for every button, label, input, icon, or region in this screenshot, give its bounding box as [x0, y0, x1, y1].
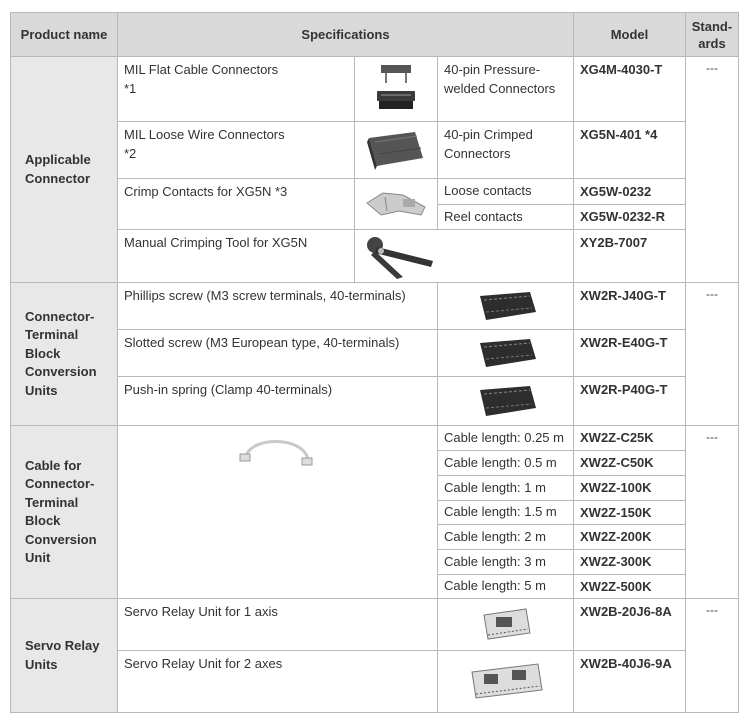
standards-value: ---: [706, 287, 718, 301]
servo-relay-unit-image: [437, 650, 574, 713]
cable-length-text: Cable length: 2 m: [444, 528, 546, 544]
detail-cell: [437, 549, 574, 575]
detail-cell: [437, 500, 574, 525]
model-text: XW2Z-200K: [580, 529, 652, 544]
detail-text: Loose contacts: [444, 183, 532, 199]
spec-text: MIL Loose Wire Connectors *2: [124, 127, 285, 161]
cable-length-text: Cable length: 0.5 m: [444, 454, 557, 470]
cable-length-text: Cable length: 1.5 m: [444, 504, 557, 520]
detail-cell: [437, 178, 574, 205]
spec-text: Servo Relay Unit for 1 axis: [124, 604, 278, 619]
header-specifications: [117, 12, 574, 57]
spec-cell: [117, 598, 438, 651]
header-product-name: [10, 12, 118, 57]
model-text: XW2R-E40G-T: [580, 335, 668, 350]
model-cell: [573, 282, 686, 330]
standards-value: ---: [706, 430, 718, 444]
spec-cell: [117, 329, 438, 377]
detail-cell: [437, 425, 574, 451]
standards-cell: [685, 56, 739, 283]
model-cell: [573, 574, 686, 599]
model-text: XY2B-7007: [580, 235, 648, 250]
model-cell: [573, 204, 686, 230]
terminal-block-image: [437, 282, 574, 330]
model-cell: [573, 56, 686, 122]
model-cell: [573, 450, 686, 476]
crimp-contacts-image: [354, 178, 438, 230]
spec-cell: [117, 121, 355, 179]
standards-value: ---: [706, 603, 718, 617]
detail-cell: [437, 121, 574, 179]
crimping-tool-image: [354, 229, 574, 283]
standards-cell: [685, 425, 739, 599]
terminal-block-image: [437, 329, 574, 377]
model-text: XW2B-40J6-9A: [580, 656, 672, 671]
spec-cell: [117, 650, 438, 713]
cable-length-text: Cable length: 0.25 m: [444, 429, 564, 445]
flat-cable-connector-image: [354, 56, 438, 122]
model-text: XG5N-401 *4: [580, 127, 658, 142]
spec-cell: [117, 282, 438, 330]
model-text: XW2Z-150K: [580, 504, 652, 520]
loose-wire-connector-image: [354, 121, 438, 179]
model-text: XG5W-0232-R: [580, 209, 665, 224]
model-cell: [573, 121, 686, 179]
model-text: XW2Z-C50K: [580, 455, 654, 470]
model-text: XW2R-J40G-T: [580, 288, 666, 303]
model-cell: [573, 329, 686, 377]
spec-cell: [117, 56, 355, 122]
model-text: XW2B-20J6-8A: [580, 604, 672, 619]
cable-length-text: Cable length: 1 m: [444, 479, 546, 495]
category-conversion-units: [10, 282, 118, 426]
cable-length-text: Cable length: 5 m: [444, 578, 546, 594]
model-cell: [573, 376, 686, 426]
spec-cell: [117, 178, 355, 230]
spec-text: Servo Relay Unit for 2 axes: [124, 656, 283, 671]
detail-cell: [437, 450, 574, 476]
standards-value: ---: [706, 61, 718, 75]
header-specifications-label: Specifications: [301, 27, 390, 42]
cable-image: [117, 425, 438, 599]
spec-text: Crimp Contacts for XG5N *3: [124, 184, 288, 199]
standards-cell: [685, 282, 739, 426]
model-cell: [573, 549, 686, 575]
detail-cell: [437, 204, 574, 230]
model-cell: [573, 425, 686, 451]
servo-relay-unit-image: [437, 598, 574, 651]
detail-text: 40-pin Pressure-welded Connectors: [444, 62, 556, 96]
spec-text: MIL Flat Cable Connectors *1: [124, 62, 279, 96]
detail-text: 40-pin Crimped Connectors: [444, 127, 533, 161]
category-label: Servo Relay Units: [25, 638, 100, 672]
header-model: [573, 12, 686, 57]
model-cell: [573, 598, 686, 651]
model-text: XW2Z-500K: [580, 578, 652, 594]
model-cell: [573, 500, 686, 525]
detail-cell: [437, 475, 574, 501]
model-cell: [573, 475, 686, 501]
category-label: Applicable Connector: [25, 152, 91, 186]
header-product-name-label: Product name: [20, 27, 108, 42]
detail-text: Reel contacts: [444, 208, 523, 224]
category-applicable-connector: [10, 56, 118, 283]
detail-cell: [437, 56, 574, 122]
spec-cell: [117, 376, 438, 426]
header-standards: [685, 12, 739, 57]
model-text: XW2R-P40G-T: [580, 382, 668, 397]
terminal-block-image: [437, 376, 574, 426]
category-cable: [10, 425, 118, 599]
detail-cell: [437, 524, 574, 550]
model-text: XG5W-0232: [580, 183, 652, 199]
spec-text: Manual Crimping Tool for XG5N: [124, 235, 308, 250]
detail-cell: [437, 574, 574, 599]
spec-text: Slotted screw (M3 European type, 40-terminals): [124, 335, 400, 350]
cable-length-text: Cable length: 3 m: [444, 553, 546, 569]
model-cell: [573, 650, 686, 713]
header-model-label: Model: [610, 27, 649, 42]
model-text: XW2Z-100K: [580, 480, 652, 495]
header-standards-label: Stand-ards: [691, 18, 733, 51]
model-text: XW2Z-C25K: [580, 430, 654, 445]
standards-cell: [685, 598, 739, 713]
spec-cell: [117, 229, 355, 283]
model-cell: [573, 229, 686, 283]
model-text: XG4M-4030-T: [580, 62, 663, 77]
category-servo-relay: [10, 598, 118, 713]
category-label: Connector-Terminal Block Conversion Units: [25, 308, 97, 398]
spec-text: Push-in spring (Clamp 40-terminals): [124, 382, 333, 397]
model-cell: [573, 178, 686, 205]
category-label: Cable for Connector-Terminal Block Conversion Unit: [25, 457, 97, 565]
model-cell: [573, 524, 686, 550]
spec-text: Phillips screw (M3 screw terminals, 40-terminals): [124, 288, 406, 303]
model-text: XW2Z-300K: [580, 554, 652, 569]
